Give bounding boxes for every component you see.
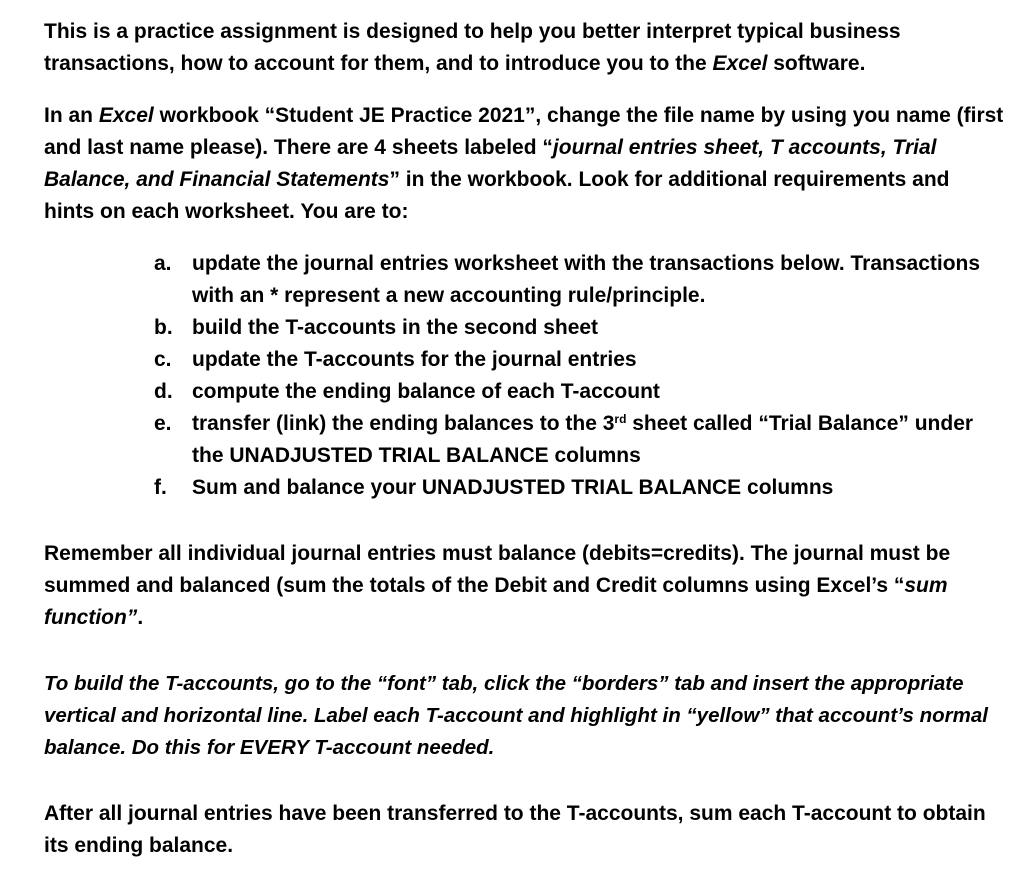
list-item-text: compute the ending balance of each T-account bbox=[192, 380, 660, 403]
list-item bbox=[154, 472, 1004, 504]
workbook-text-3: ” in the workbook. Look for additional requirements and hints on each worksheet. You are to: bbox=[44, 168, 950, 223]
excel-term: Excel bbox=[712, 52, 768, 75]
t-account-instructions: To build the T-accounts, go to the “font” tab, click the “borders” tab and insert the appropriate vertical and horizontal line. Label each T-account and highlight in “yellow” that account’s normal balance. Do this for EVERY T-account needed. bbox=[44, 672, 988, 759]
excel-term: Excel bbox=[98, 104, 154, 127]
list-marker: c. bbox=[154, 348, 172, 371]
list-item bbox=[154, 248, 1004, 312]
list-item bbox=[154, 376, 1004, 408]
list-marker: d. bbox=[154, 380, 173, 403]
ending-balance-paragraph: After all journal entries have been transferred to the T-accounts, sum each T-account to obtain its ending balance. bbox=[44, 802, 986, 857]
workbook-text-2: workbook “Student JE Practice 2021”, change the file name by using you name (first and last name please). There are 4 sheets labeled “ bbox=[44, 104, 1004, 159]
list-marker: e. bbox=[154, 412, 172, 435]
sum-function-term: sum function” bbox=[44, 574, 948, 629]
intro-text-1: This is a practice assignment is designed to help you better interpret typical business transactions, how to account for them, and to introduce you to the bbox=[44, 20, 901, 75]
list-item-text bbox=[192, 408, 1004, 472]
list-item bbox=[154, 344, 1004, 376]
journal-balance-paragraph bbox=[44, 538, 1004, 634]
list-item bbox=[154, 408, 1004, 472]
workbook-text-1: In an bbox=[44, 104, 99, 127]
sheet-names: journal entries sheet, T accounts, Trial Balance, and Financial Statements bbox=[44, 136, 937, 191]
list-marker: f. bbox=[154, 476, 167, 499]
list-marker: b. bbox=[154, 316, 173, 339]
journal-text-1: Remember all individual journal entries must balance (debits=credits). The journal must be summed and balanced (sum the totals of the Debit and Credit columns using Excel’s “ bbox=[44, 542, 951, 597]
list-item-text-after: sheet called “Trial Balance” under the UNADJUSTED TRIAL BALANCE columns bbox=[192, 412, 974, 467]
list-item-text: build the T-accounts in the second sheet bbox=[192, 316, 599, 339]
list-item-text: Sum and balance your UNADJUSTED TRIAL BALANCE columns bbox=[192, 476, 834, 499]
list-item bbox=[154, 312, 1004, 344]
ordinal-suffix: rd bbox=[614, 412, 627, 426]
list-marker: a. bbox=[154, 252, 172, 275]
list-item-text: update the journal entries worksheet with the transactions below. Transactions with an * represent a new accounting rule/principle. bbox=[192, 252, 981, 307]
intro-text-2: software. bbox=[767, 52, 866, 75]
workbook-paragraph bbox=[44, 100, 1004, 228]
intro-paragraph bbox=[44, 16, 1004, 80]
list-item-text-before: transfer (link) the ending balances to the 3 bbox=[192, 412, 615, 435]
requirements-list bbox=[44, 248, 1004, 504]
list-item-text: update the T-accounts for the journal entries bbox=[192, 348, 637, 371]
journal-text-2: . bbox=[137, 606, 144, 629]
